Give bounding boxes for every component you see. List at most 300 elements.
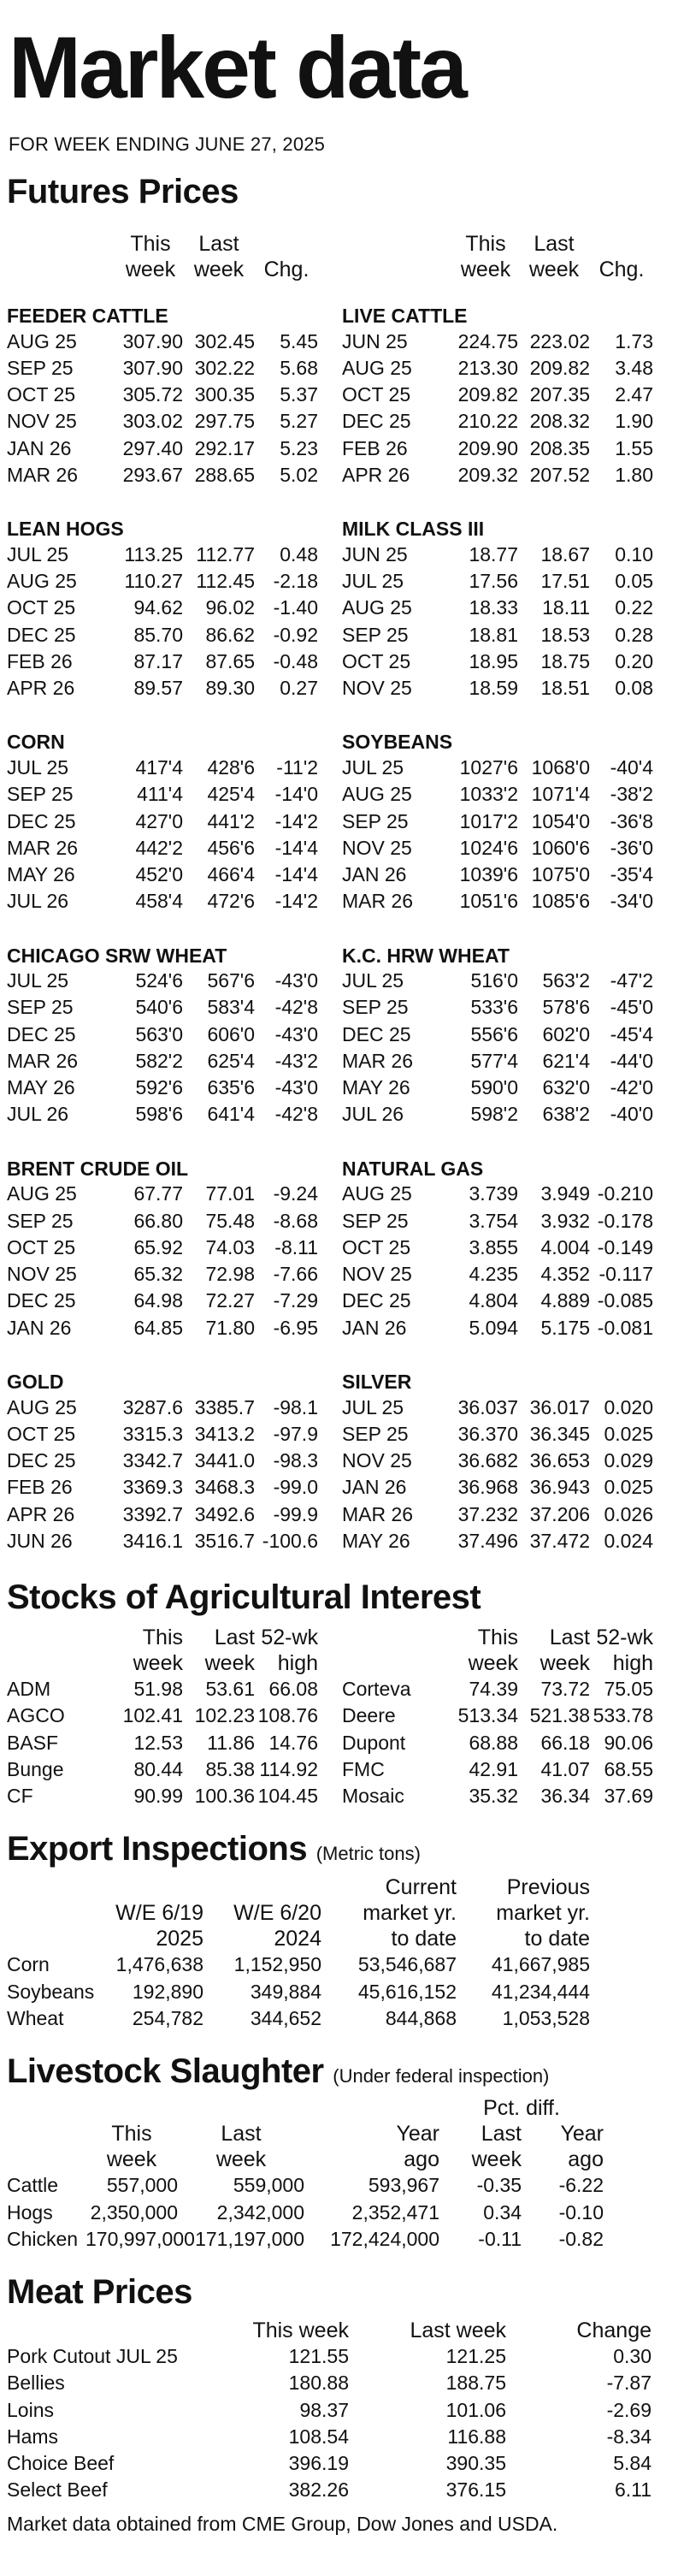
export-value: 41,234,444 <box>491 1980 590 2003</box>
contract-month: MAR 26 <box>7 1049 79 1072</box>
this-week-price: 224.75 <box>457 329 518 352</box>
contract-month: MAR 26 <box>7 836 79 859</box>
contract-name: SILVER <box>342 1370 412 1393</box>
contract-month: AUG 25 <box>342 1182 412 1205</box>
contract-month: AUG 25 <box>342 596 412 619</box>
exports-table <box>7 1874 677 2032</box>
stock-last-week: 102.23 <box>194 1704 255 1727</box>
price-change: 5.27 <box>280 410 318 433</box>
last-week-price: 563'2 <box>542 969 590 992</box>
contract-month: NOV 25 <box>342 836 412 859</box>
contract-month: SEP 25 <box>342 809 409 832</box>
contract-month: JUL 25 <box>342 1395 404 1418</box>
contract-month: AUG 25 <box>7 329 77 352</box>
this-week-price: 64.85 <box>133 1316 183 1339</box>
futures-row <box>7 781 342 808</box>
contract-month: SEP 25 <box>342 996 409 1019</box>
meat-row <box>7 2343 677 2370</box>
stock-row <box>7 1730 342 1756</box>
this-week-price: 3.739 <box>469 1182 518 1205</box>
futures-row <box>7 675 342 702</box>
this-week-price: 458'4 <box>135 890 183 913</box>
meat-table <box>7 2318 677 2504</box>
this-week-price: 18.77 <box>469 542 518 566</box>
this-week-price: 582'2 <box>135 1049 183 1072</box>
last-week-price: 36.345 <box>529 1422 590 1445</box>
slaughter-value: -0.82 <box>558 2227 604 2250</box>
export-value: 53,546,687 <box>357 1953 457 1976</box>
futures-row <box>342 1181 677 1207</box>
price-change: 3.48 <box>615 356 653 379</box>
this-week-price: 592'6 <box>135 1076 183 1099</box>
last-week-price: 632'0 <box>542 1076 590 1099</box>
slaughter-value: -6.22 <box>558 2174 604 2197</box>
futures-row <box>342 675 677 702</box>
futures-row <box>7 1235 342 1261</box>
exports-note: (Metric tons) <box>315 1843 421 1865</box>
stock-52wk-high: 108.76 <box>257 1704 318 1727</box>
slaughter-value: 559,000 <box>233 2174 304 2197</box>
price-change: -7.66 <box>273 1263 318 1286</box>
this-week-price: 3342.7 <box>122 1449 183 1472</box>
contract-month: JUN 25 <box>342 542 408 566</box>
contract-month: DEC 25 <box>7 623 76 646</box>
futures-group-row <box>7 518 677 702</box>
price-change: -36'0 <box>610 836 653 859</box>
last-week-price: 635'6 <box>207 1076 255 1099</box>
this-week-price: 65.32 <box>133 1263 183 1286</box>
this-week-price: 113.25 <box>124 542 183 566</box>
futures-row <box>7 435 342 462</box>
meat-price-value: 396.19 <box>288 2452 349 2475</box>
meat-price-value: 6.11 <box>614 2478 652 2502</box>
this-week-price: 18.81 <box>469 623 518 646</box>
slaughter-value: 171,197,000 <box>195 2227 304 2250</box>
futures-row <box>342 462 677 489</box>
last-week-price: 625'4 <box>207 1049 255 1072</box>
page-title: Market data <box>9 19 465 116</box>
futures-group-row <box>7 945 677 1128</box>
contract-name: MILK CLASS III <box>342 518 485 541</box>
price-change: -98.3 <box>273 1449 318 1472</box>
commodity-name: Wheat <box>7 2006 64 2029</box>
futures-group <box>342 945 677 1128</box>
meat-item-name: Bellies <box>7 2372 65 2395</box>
contract-month: NOV 25 <box>342 1263 412 1286</box>
futures-row <box>7 888 342 915</box>
meat-column-headers: This week Last week Change <box>252 2318 652 2343</box>
this-week-price: 452'0 <box>135 863 183 886</box>
futures-section <box>7 175 677 1554</box>
last-week-price: 209.82 <box>529 356 590 379</box>
futures-row <box>7 542 342 568</box>
futures-row <box>342 835 677 862</box>
contract-month: MAY 26 <box>7 1076 75 1099</box>
futures-row <box>342 1501 677 1528</box>
price-change: 0.08 <box>615 677 653 700</box>
stock-last-week: 73.72 <box>540 1678 590 1701</box>
export-value: 41,667,985 <box>491 1953 590 1976</box>
last-week-price: 18.75 <box>540 649 590 672</box>
this-week-price: 598'2 <box>470 1103 518 1126</box>
stock-this-week: 35.32 <box>469 1785 518 1808</box>
slaughter-column-headers: This week Last week Year ago Last week Year ago <box>106 2122 604 2172</box>
stock-last-week: 36.34 <box>540 1785 590 1808</box>
futures-row <box>7 355 342 382</box>
contract-name: LEAN HOGS <box>7 518 124 541</box>
meat-item-name: Pork Cutout JUL 25 <box>7 2345 178 2368</box>
export-value: 349,884 <box>250 1980 321 2003</box>
exports-section <box>7 1832 677 2032</box>
last-week-price: 74.03 <box>205 1235 255 1258</box>
last-week-price: 4.889 <box>540 1289 590 1312</box>
meat-price-value: 188.75 <box>445 2372 506 2395</box>
contract-month: APR 26 <box>342 463 410 486</box>
stock-name: Deere <box>342 1704 396 1727</box>
price-change: -8.11 <box>274 1235 318 1258</box>
contract-month: DEC 25 <box>7 809 76 832</box>
this-week-price: 94.62 <box>133 596 183 619</box>
futures-row <box>342 329 677 355</box>
price-change: -14'4 <box>274 836 318 859</box>
contract-name: K.C. HRW WHEAT <box>342 944 510 967</box>
last-week-price: 18.53 <box>540 623 590 646</box>
last-week-price: 3441.0 <box>194 1449 255 1472</box>
price-change: 5.23 <box>280 436 318 459</box>
stock-52wk-high: 68.55 <box>604 1757 653 1780</box>
futures-group <box>342 305 677 489</box>
contract-month: MAY 26 <box>342 1076 410 1099</box>
last-week-price: 3468.3 <box>194 1476 255 1499</box>
stock-this-week: 68.88 <box>469 1731 518 1754</box>
contract-month: OCT 25 <box>342 1235 411 1258</box>
this-week-price: 305.72 <box>122 383 183 406</box>
last-week-price: 3413.2 <box>194 1422 255 1445</box>
last-week-price: 428'6 <box>207 755 255 779</box>
export-row <box>7 2005 677 2032</box>
price-change: -43'0 <box>274 969 318 992</box>
contract-month: JUN 26 <box>7 1529 73 1552</box>
contract-month: JUL 25 <box>7 542 69 566</box>
this-week-price: 3392.7 <box>122 1502 183 1525</box>
last-week-price: 621'4 <box>542 1049 590 1072</box>
futures-row <box>7 1101 342 1128</box>
this-week-price: 1027'6 <box>459 755 518 779</box>
stocks-table <box>7 1625 677 1809</box>
last-week-price: 89.30 <box>205 677 255 700</box>
this-week-price: 85.70 <box>133 623 183 646</box>
contract-month: DEC 25 <box>342 1289 411 1312</box>
slaughter-value: 0.34 <box>483 2200 522 2224</box>
stock-row <box>342 1703 677 1729</box>
this-week-price: 209.82 <box>457 383 518 406</box>
last-week-price: 578'6 <box>542 996 590 1019</box>
price-change: 5.68 <box>280 356 318 379</box>
contract-month: OCT 25 <box>7 383 76 406</box>
stock-name: Mosaic <box>342 1785 404 1808</box>
price-change: -97.9 <box>273 1422 318 1445</box>
stock-last-week: 100.36 <box>194 1785 255 1808</box>
contract-month: AUG 25 <box>7 1182 77 1205</box>
last-week-price: 208.32 <box>529 410 590 433</box>
stock-this-week: 90.99 <box>133 1785 183 1808</box>
this-week-price: 533'6 <box>470 996 518 1019</box>
this-week-price: 36.370 <box>457 1422 518 1445</box>
contract-month: MAR 26 <box>342 890 414 913</box>
contract-name: FEEDER CATTLE <box>7 305 168 327</box>
last-week-price: 288.65 <box>194 463 255 486</box>
this-week-price: 18.95 <box>469 649 518 672</box>
stock-row <box>7 1783 342 1809</box>
last-week-price: 36.653 <box>529 1449 590 1472</box>
last-week-price: 456'6 <box>207 836 255 859</box>
last-week-price: 75.48 <box>205 1209 255 1232</box>
price-change: -0.210 <box>597 1182 653 1205</box>
footer-note: Market data obtained from CME Group, Dow Jones and USDA. <box>7 2512 558 2535</box>
meat-row <box>7 2477 677 2503</box>
export-value: 844,868 <box>385 2006 457 2029</box>
price-change: -42'0 <box>610 1076 653 1099</box>
stock-row <box>7 1756 342 1783</box>
last-week-price: 3516.7 <box>194 1529 255 1552</box>
livestock-name: Chicken <box>7 2227 79 2250</box>
this-week-price: 67.77 <box>133 1182 183 1205</box>
last-week-price: 36.943 <box>529 1476 590 1499</box>
contract-month: AUG 25 <box>342 356 412 379</box>
price-change: -9.24 <box>273 1182 318 1205</box>
futures-row <box>7 648 342 675</box>
meat-price-value: 108.54 <box>288 2425 349 2448</box>
contract-month: OCT 25 <box>7 596 76 619</box>
stock-last-week: 41.07 <box>540 1757 590 1780</box>
slaughter-row <box>7 2226 677 2253</box>
slaughter-table <box>7 2095 677 2253</box>
stock-last-week: 53.61 <box>205 1678 255 1701</box>
this-week-price: 64.98 <box>133 1289 183 1312</box>
last-week-price: 425'4 <box>207 783 255 806</box>
meat-row <box>7 2424 677 2450</box>
price-change: -14'2 <box>274 890 318 913</box>
stock-this-week: 74.39 <box>469 1678 518 1701</box>
stock-name: ADM <box>7 1678 51 1701</box>
this-week-price: 524'6 <box>135 969 183 992</box>
price-change: 1.90 <box>615 410 653 433</box>
futures-row <box>342 542 677 568</box>
futures-group <box>342 518 677 702</box>
futures-row <box>342 808 677 835</box>
futures-row <box>342 1315 677 1341</box>
this-week-price: 577'4 <box>470 1049 518 1072</box>
futures-column-headers <box>7 231 677 282</box>
page-subtitle: FOR WEEK ENDING JUNE 27, 2025 <box>9 133 326 155</box>
meat-price-value: 121.55 <box>288 2345 349 2368</box>
livestock-name: Cattle <box>7 2174 59 2197</box>
futures-row <box>7 1075 342 1101</box>
price-change: -47'2 <box>610 969 653 992</box>
meat-price-value: 101.06 <box>445 2398 506 2421</box>
price-change: -36'8 <box>610 809 653 832</box>
price-change: 0.28 <box>615 623 653 646</box>
meat-item-name: Loins <box>7 2398 54 2421</box>
price-change: -0.081 <box>597 1316 653 1339</box>
contract-month: OCT 25 <box>342 383 411 406</box>
last-week-price: 302.22 <box>194 356 255 379</box>
market-data-page <box>0 19 684 2576</box>
this-week-price: 209.32 <box>457 463 518 486</box>
stock-52wk-high: 37.69 <box>604 1785 653 1808</box>
futures-row <box>342 1022 677 1048</box>
futures-row <box>7 1208 342 1235</box>
futures-row <box>7 1261 342 1288</box>
price-change: -7.29 <box>273 1289 318 1312</box>
price-change: 0.05 <box>615 570 653 593</box>
futures-row <box>7 808 342 835</box>
price-change: -14'2 <box>274 809 318 832</box>
meat-price-value: -7.87 <box>606 2372 652 2395</box>
last-week-price: 441'2 <box>207 809 255 832</box>
futures-row <box>7 1474 342 1501</box>
this-week-price: 17.56 <box>469 570 518 593</box>
last-week-price: 96.02 <box>205 596 255 619</box>
this-week-price: 3.855 <box>469 1235 518 1258</box>
stock-row <box>7 1703 342 1729</box>
this-week-price: 540'6 <box>135 996 183 1019</box>
futures-headers-right: This week Last week Chg. <box>460 232 645 281</box>
slaughter-heading: Livestock Slaughter <box>7 2052 324 2091</box>
stock-this-week: 102.41 <box>122 1704 183 1727</box>
futures-row <box>342 755 677 781</box>
futures-group-row <box>7 1158 677 1341</box>
last-week-price: 112.77 <box>196 542 255 566</box>
slaughter-row <box>7 2172 677 2199</box>
stock-last-week: 85.38 <box>205 1757 255 1780</box>
last-week-price: 297.75 <box>194 410 255 433</box>
contract-month: NOV 25 <box>7 410 77 433</box>
futures-row <box>342 1101 677 1128</box>
contract-month: DEC 25 <box>342 1022 411 1045</box>
slaughter-pct-header <box>7 2095 677 2121</box>
meat-item-name: Choice Beef <box>7 2452 115 2475</box>
contract-month: DEC 25 <box>342 410 411 433</box>
slaughter-value: 2,350,000 <box>90 2200 178 2224</box>
meat-price-value: 121.25 <box>445 2345 506 2368</box>
futures-row <box>342 1235 677 1261</box>
this-week-price: 37.496 <box>457 1529 518 1552</box>
last-week-price: 72.98 <box>205 1263 255 1286</box>
stock-52wk-high: 104.45 <box>257 1785 318 1808</box>
last-week-price: 18.67 <box>540 542 590 566</box>
futures-row <box>7 994 342 1021</box>
slaughter-value: -0.11 <box>478 2227 522 2250</box>
this-week-price: 598'6 <box>135 1103 183 1126</box>
futures-row <box>7 382 342 408</box>
this-week-price: 293.67 <box>122 463 183 486</box>
futures-group-row <box>7 731 677 915</box>
contract-month: SEP 25 <box>7 996 74 1019</box>
meat-price-value: 98.37 <box>299 2398 349 2421</box>
stocks-section <box>7 1580 677 1809</box>
price-change: -0.117 <box>598 1263 653 1286</box>
futures-row <box>342 355 677 382</box>
this-week-price: 209.90 <box>457 436 518 459</box>
last-week-price: 71.80 <box>205 1316 255 1339</box>
this-week-price: 87.17 <box>133 649 183 672</box>
contract-month: SEP 25 <box>7 1209 74 1232</box>
this-week-price: 1017'2 <box>459 809 518 832</box>
contract-month: NOV 25 <box>342 1449 412 1472</box>
meat-row <box>7 2450 677 2477</box>
meat-price-value: -8.34 <box>606 2425 652 2448</box>
contract-month: APR 26 <box>7 1502 75 1525</box>
futures-group <box>342 1158 677 1341</box>
last-week-price: 641'4 <box>207 1103 255 1126</box>
this-week-price: 213.30 <box>457 356 518 379</box>
this-week-price: 3369.3 <box>122 1476 183 1499</box>
price-change: 2.47 <box>615 383 653 406</box>
stock-this-week: 12.53 <box>133 1731 183 1754</box>
meat-item-name: Hams <box>7 2425 59 2448</box>
this-week-price: 307.90 <box>122 329 183 352</box>
contract-name: GOLD <box>7 1370 64 1393</box>
price-change: 0.024 <box>604 1529 653 1552</box>
futures-row <box>342 1395 677 1421</box>
stock-this-week: 51.98 <box>133 1678 183 1701</box>
meat-price-value: 180.88 <box>288 2372 349 2395</box>
contract-month: AUG 25 <box>7 1395 77 1418</box>
stock-this-week: 80.44 <box>133 1757 183 1780</box>
stock-this-week: 513.34 <box>457 1704 518 1727</box>
futures-row <box>342 408 677 435</box>
futures-group <box>7 305 342 489</box>
price-change: -40'4 <box>610 755 653 779</box>
price-change: -42'8 <box>274 1103 318 1126</box>
contract-month: OCT 25 <box>7 1235 76 1258</box>
last-week-price: 606'0 <box>207 1022 255 1045</box>
contract-month: JUL 25 <box>7 755 69 779</box>
price-change: -2.18 <box>273 570 318 593</box>
futures-row <box>342 781 677 808</box>
stock-name: CF <box>7 1785 33 1808</box>
last-week-price: 17.51 <box>540 570 590 593</box>
futures-row <box>7 968 342 994</box>
slaughter-value: 2,352,471 <box>351 2200 439 2224</box>
futures-row <box>7 462 342 489</box>
stocks-column-headers: This week Last week 52-wk high <box>133 1626 318 1676</box>
price-change: -1.40 <box>273 596 318 619</box>
contract-month: SEP 25 <box>7 783 74 806</box>
price-change: -40'0 <box>610 1103 653 1126</box>
price-change: -0.48 <box>273 649 318 672</box>
meat-item-name: Select Beef <box>7 2478 108 2502</box>
this-week-price: 1051'6 <box>459 890 518 913</box>
futures-row <box>342 1474 677 1501</box>
stock-row <box>342 1783 677 1809</box>
contract-month: JUL 25 <box>7 969 69 992</box>
last-week-price: 37.472 <box>529 1529 590 1552</box>
last-week-price: 18.51 <box>540 677 590 700</box>
contract-month: OCT 25 <box>7 1422 76 1445</box>
price-change: -6.95 <box>273 1316 318 1339</box>
contract-month: OCT 25 <box>342 649 411 672</box>
contract-month: JAN 26 <box>342 1476 407 1499</box>
futures-row <box>7 1528 342 1554</box>
this-week-price: 590'0 <box>470 1076 518 1099</box>
futures-group-row <box>7 305 677 489</box>
export-value: 1,053,528 <box>502 2006 590 2029</box>
this-week-price: 3416.1 <box>122 1529 183 1552</box>
futures-row <box>7 1448 342 1474</box>
price-change: -44'0 <box>610 1049 653 1072</box>
